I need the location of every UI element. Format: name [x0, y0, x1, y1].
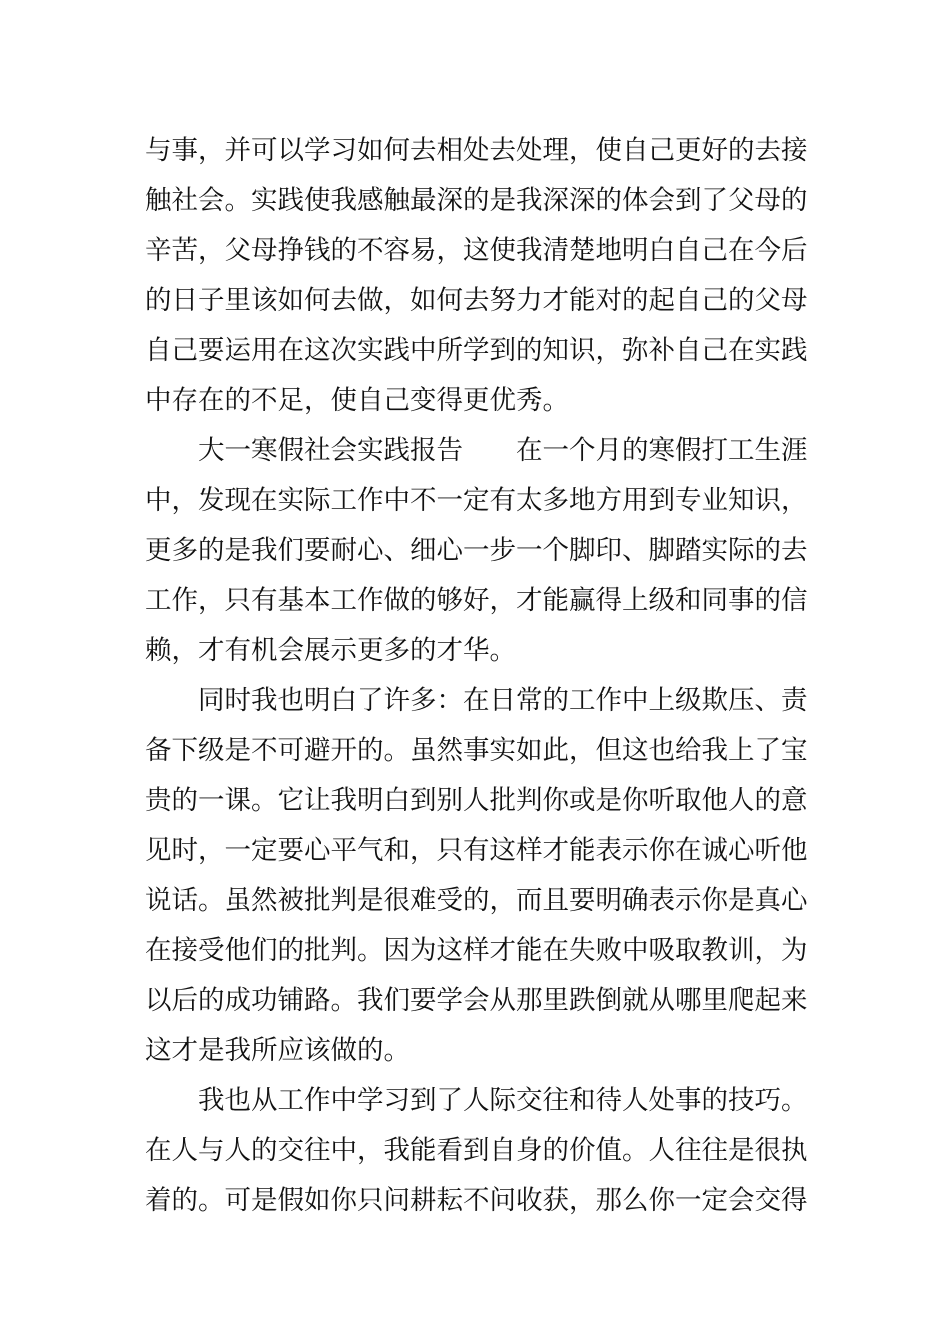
text-line: 同时我也明白了许多：在日常的工作中上级欺压、责 — [145, 685, 808, 716]
text-line: 中存在的不足，使自己变得更优秀。 — [145, 385, 569, 416]
text-line: 说话。虽然被批判是很难受的，而且要明确表示你是真心 — [145, 885, 808, 916]
text-line: 见时，一定要心平气和，只有这样才能表示你在诚心听他 — [145, 835, 808, 866]
body-text — [145, 126, 810, 1226]
text-line: 更多的是我们要耐心、细心一步一个脚印、脚踏实际的去 — [145, 535, 808, 566]
text-line: 我也从工作中学习到了人际交往和待人处事的技巧。 — [145, 1085, 808, 1116]
text-line: 中，发现在实际工作中不一定有太多地方用到专业知识， — [145, 485, 808, 516]
text-line: 触社会。实践使我感触最深的是我深深的体会到了父母的 — [145, 185, 808, 216]
text-line: 自己要运用在这次实践中所学到的知识，弥补自己在实践 — [145, 335, 808, 366]
text-line: 辛苦，父母挣钱的不容易，这使我清楚地明白自己在今后 — [145, 235, 808, 266]
text-line: 赖，才有机会展示更多的才华。 — [145, 635, 516, 666]
text-line: 大一寒假社会实践报告 在一个月的寒假打工生涯 — [145, 435, 808, 466]
text-line: 以后的成功铺路。我们要学会从那里跌倒就从哪里爬起来 — [145, 985, 808, 1016]
text-line: 贵的一课。它让我明白到别人批判你或是你听取他人的意 — [145, 785, 808, 816]
text-line: 在接受他们的批判。因为这样才能在失败中吸取教训，为 — [145, 935, 808, 966]
text-line: 工作，只有基本工作做的够好，才能赢得上级和同事的信 — [145, 585, 808, 616]
text-line: 这才是我所应该做的。 — [145, 1035, 410, 1066]
text-line: 着的。可是假如你只问耕耘不问收获，那么你一定会交得 — [145, 1185, 808, 1216]
text-line: 的日子里该如何去做，如何去努力才能对的起自己的父母 — [145, 285, 808, 316]
text-line: 与事，并可以学习如何去相处去处理，使自己更好的去接 — [145, 135, 808, 166]
text-line: 备下级是不可避开的。虽然事实如此，但这也给我上了宝 — [145, 735, 808, 766]
text-line: 在人与人的交往中，我能看到自身的价值。人往往是很执 — [145, 1135, 808, 1166]
